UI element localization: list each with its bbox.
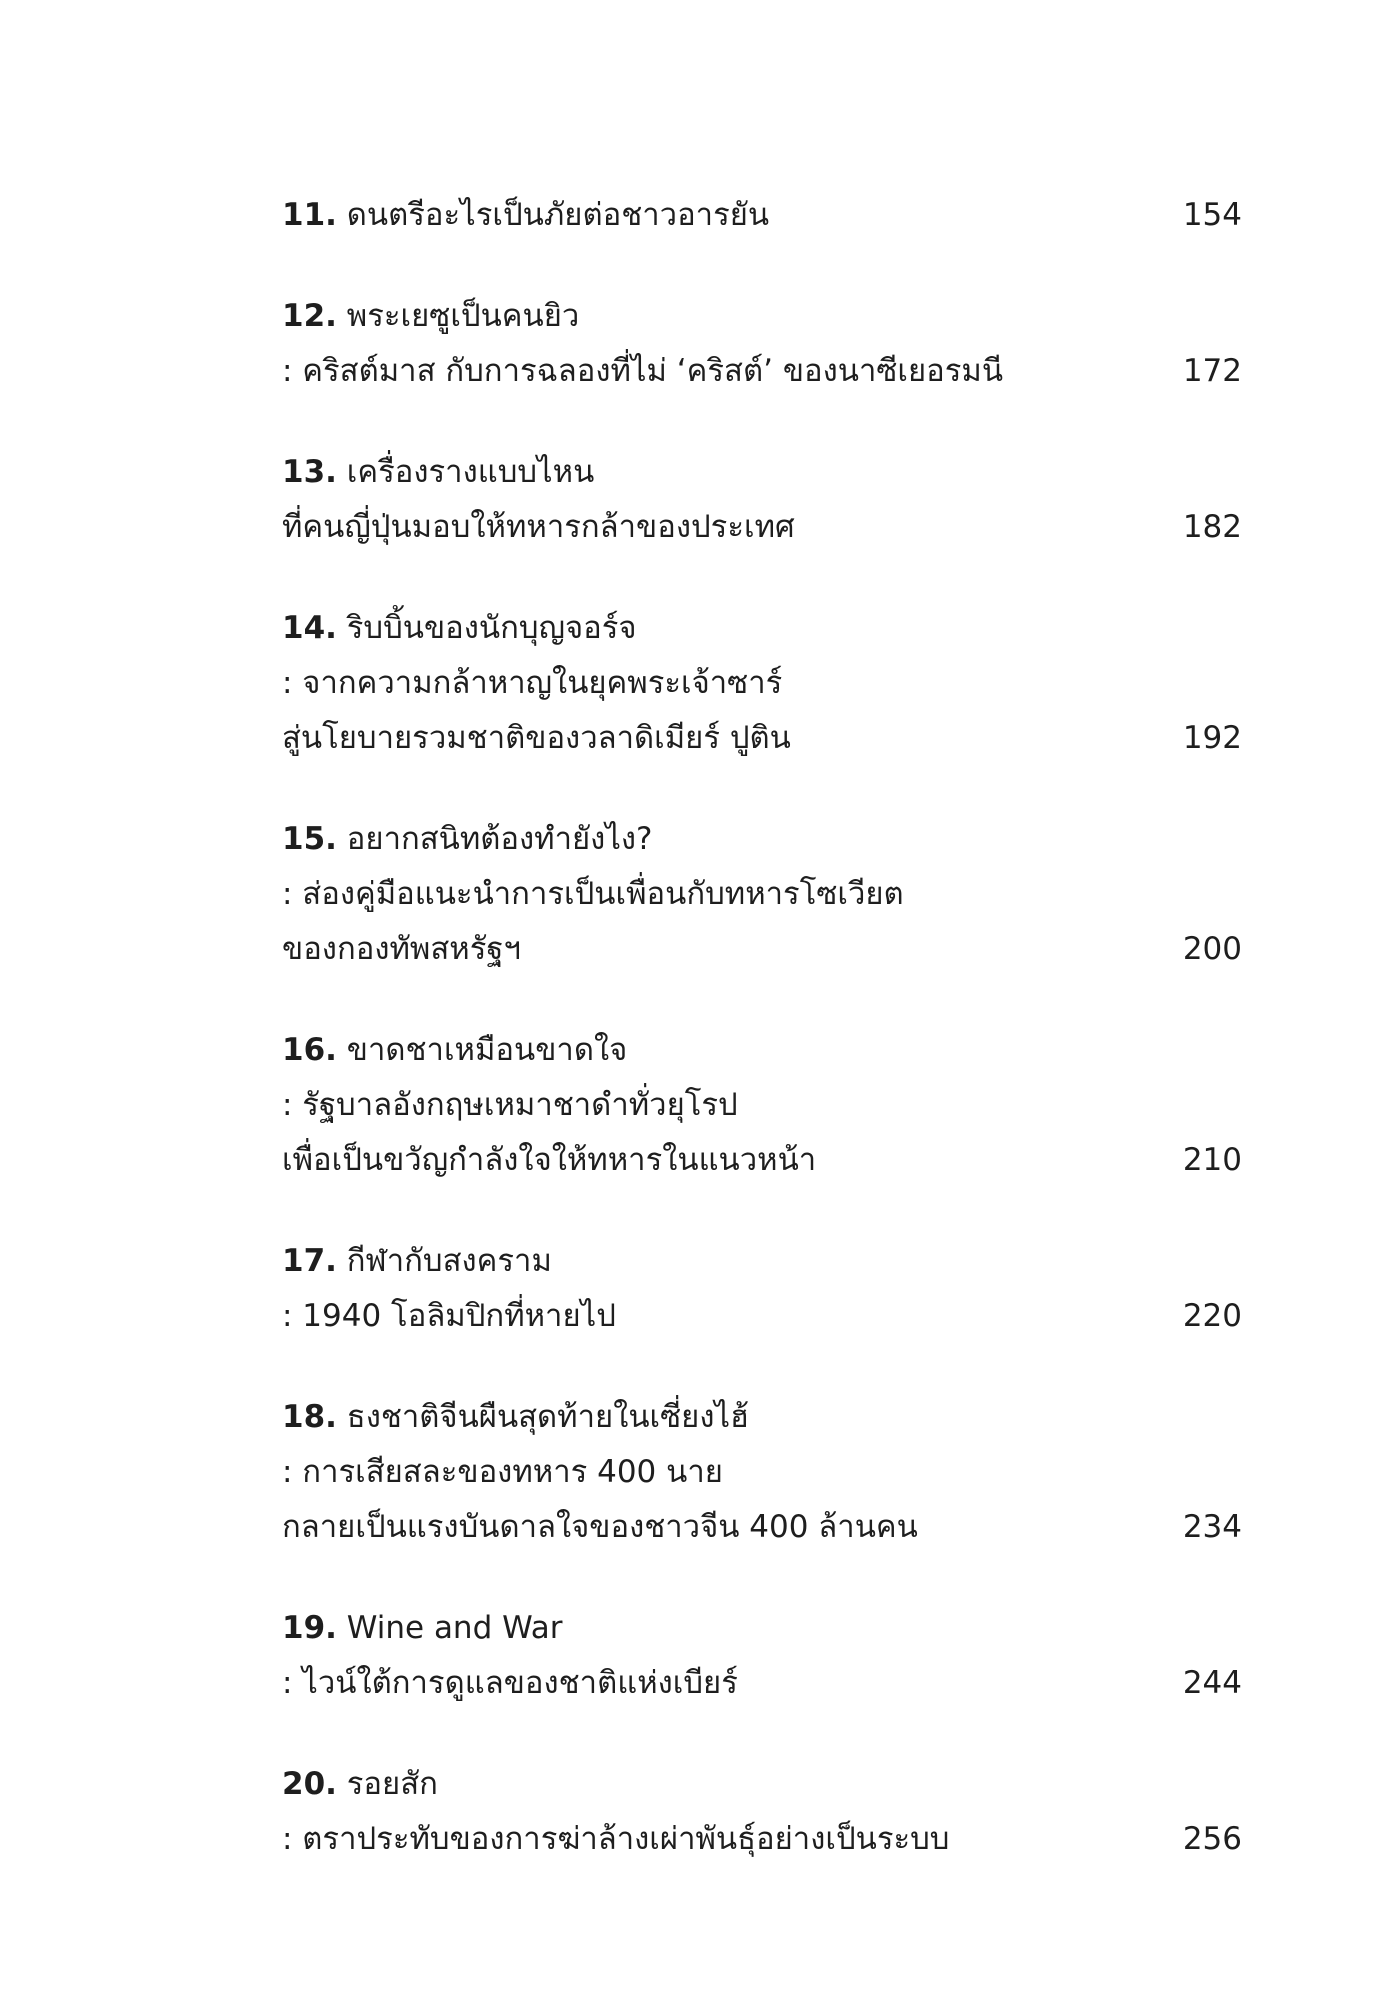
page-number: 220	[1182, 1298, 1242, 1334]
table-of-contents	[282, 188, 1242, 1913]
toc-entry[interactable]	[282, 1390, 1242, 1555]
entry-title: เครื่องรางแบบไหน	[346, 454, 595, 490]
entry-subtitle-line: : 1940 โอลิมปิกที่หายไป	[282, 1298, 616, 1334]
toc-entry[interactable]	[282, 445, 1242, 555]
entry-title-line	[282, 601, 1242, 656]
page-number: 182	[1182, 509, 1242, 545]
entry-number: 12.	[282, 298, 337, 334]
entry-subtitle-line: : การเสียสละของทหาร 400 นาย	[282, 1454, 723, 1490]
page-number: 154	[1182, 197, 1242, 233]
entry-number: 13.	[282, 454, 337, 490]
entry-title-line	[282, 1757, 1242, 1812]
entry-title: Wine and War	[346, 1610, 563, 1646]
page-number: 256	[1182, 1821, 1242, 1857]
entry-title-line	[282, 445, 1242, 500]
toc-entry[interactable]	[282, 1023, 1242, 1188]
entry-number: 14.	[282, 610, 337, 646]
entry-subtitle-line: : คริสต์มาส กับการฉลองที่ไม่ ‘คริสต์’ ของนาซีเยอรมนี	[282, 353, 1004, 389]
entry-title: ธงชาติจีนผืนสุดท้ายในเซี่ยงไฮ้	[346, 1399, 749, 1435]
toc-entry[interactable]	[282, 1234, 1242, 1344]
toc-entry[interactable]	[282, 289, 1242, 399]
entry-title: รอยสัก	[346, 1766, 438, 1802]
entry-subtitle-line: ของกองทัพสหรัฐฯ	[282, 931, 521, 967]
entry-subtitle-line: : ตราประทับของการฆ่าล้างเผ่าพันธุ์อย่างเป็นระบบ	[282, 1821, 950, 1857]
toc-entry[interactable]	[282, 188, 1242, 243]
entry-title-line	[282, 1601, 1242, 1656]
entry-subtitle-line: สู่นโยบายรวมชาติของวลาดิเมียร์ ปูติน	[282, 720, 791, 756]
entry-title-line	[282, 289, 1242, 344]
entry-title: ดนตรีอะไรเป็นภัยต่อชาวอารยัน	[346, 197, 770, 233]
entry-title: พระเยซูเป็นคนยิว	[346, 298, 580, 334]
entry-number: 17.	[282, 1243, 337, 1279]
entry-title-line	[282, 1023, 1242, 1078]
toc-entry[interactable]	[282, 1757, 1242, 1867]
entry-title-line	[282, 1234, 1242, 1289]
entry-subtitle-line: : จากความกล้าหาญในยุคพระเจ้าซาร์	[282, 665, 783, 701]
page-number: 172	[1182, 353, 1242, 389]
toc-entry[interactable]	[282, 1601, 1242, 1711]
entry-title-line	[282, 1390, 1242, 1445]
entry-title: ริบบิ้นของนักบุญจอร์จ	[346, 610, 637, 646]
entry-subtitle-line: ที่คนญี่ปุ่นมอบให้ทหารกล้าของประเทศ	[282, 509, 795, 545]
entry-subtitle-line: : รัฐบาลอังกฤษเหมาชาดำทั่วยุโรป	[282, 1087, 738, 1123]
entry-title: ขาดชาเหมือนขาดใจ	[346, 1032, 628, 1068]
entry-title: อยากสนิทต้องทำยังไง?	[346, 821, 653, 857]
entry-number: 15.	[282, 821, 337, 857]
page-number: 200	[1182, 931, 1242, 967]
entry-number: 16.	[282, 1032, 337, 1068]
entry-title-line	[282, 812, 1242, 867]
entry-number: 20.	[282, 1766, 337, 1802]
entry-number: 18.	[282, 1399, 337, 1435]
entry-number: 19.	[282, 1610, 337, 1646]
entry-number: 11.	[282, 197, 337, 233]
page-number: 234	[1182, 1509, 1242, 1545]
entry-title-line	[282, 188, 1242, 243]
entry-title: กีฬากับสงคราม	[346, 1243, 552, 1279]
page-number: 192	[1182, 720, 1242, 756]
entry-subtitle-line: : ส่องคู่มือแนะนำการเป็นเพื่อนกับทหารโซเวียต	[282, 876, 904, 912]
toc-entry[interactable]	[282, 812, 1242, 977]
toc-entry[interactable]	[282, 601, 1242, 766]
page-number: 244	[1182, 1665, 1242, 1701]
page-number: 210	[1182, 1142, 1242, 1178]
entry-subtitle-line: กลายเป็นแรงบันดาลใจของชาวจีน 400 ล้านคน	[282, 1509, 918, 1545]
entry-subtitle-line: : ไวน์ใต้การดูแลของชาติแห่งเบียร์	[282, 1665, 738, 1701]
entry-subtitle-line: เพื่อเป็นขวัญกำลังใจให้ทหารในแนวหน้า	[282, 1142, 817, 1178]
